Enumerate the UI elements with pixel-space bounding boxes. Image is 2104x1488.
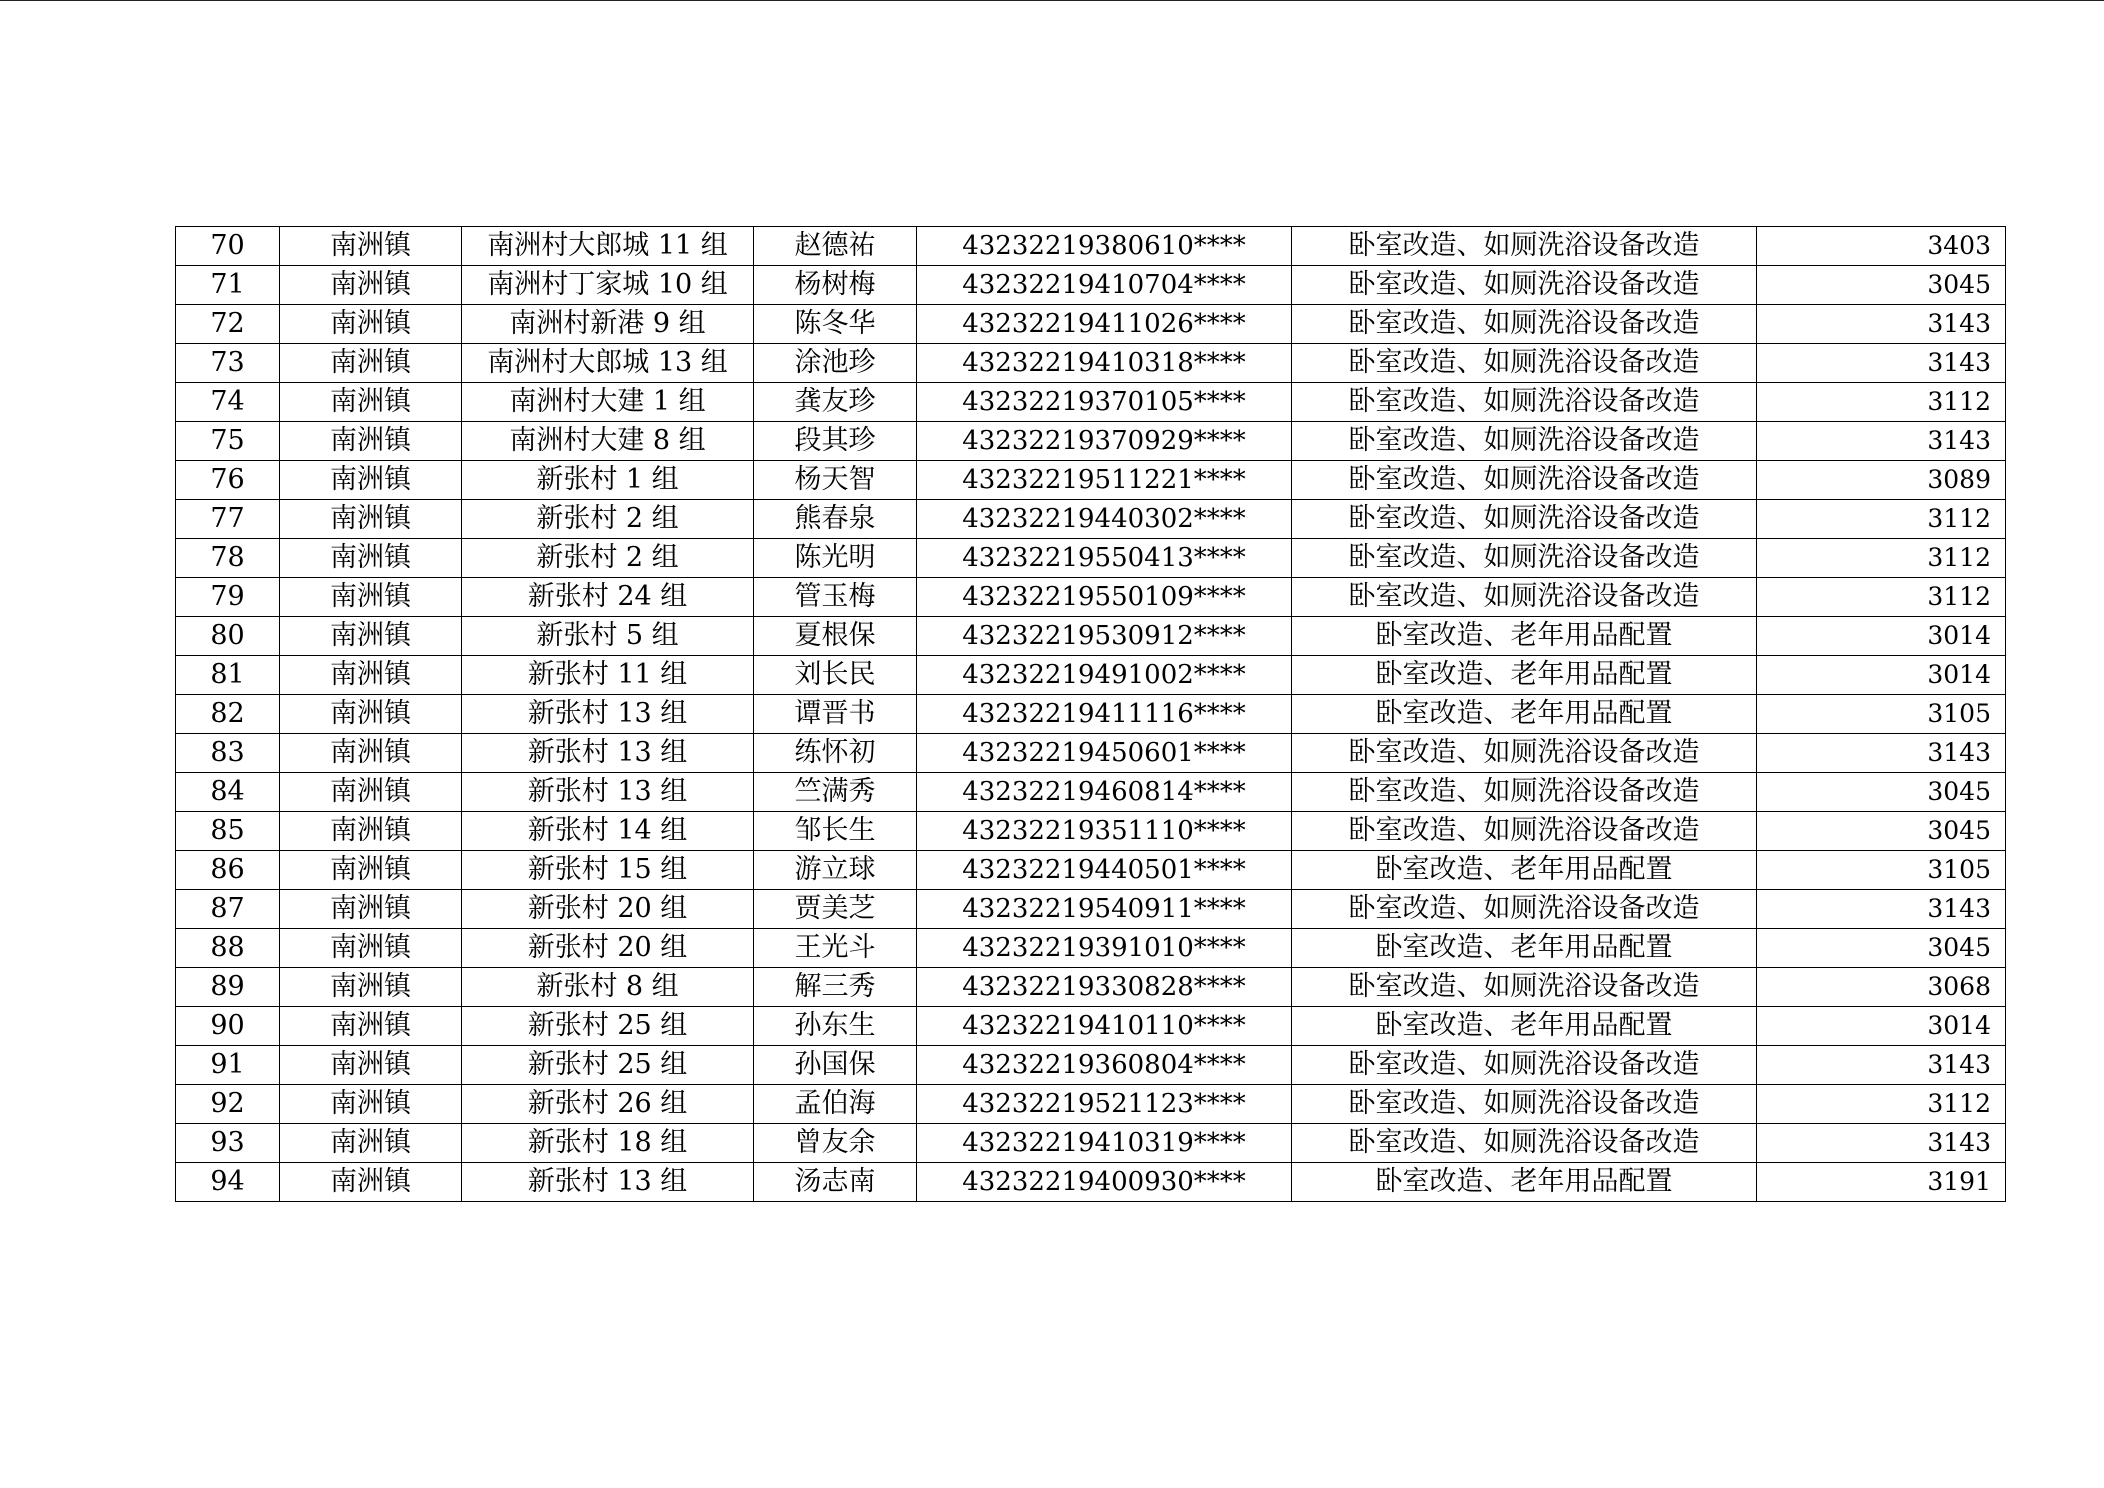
town-cell: 南洲镇: [280, 344, 462, 383]
town-cell: 南洲镇: [280, 1007, 462, 1046]
address-cell: 新张村 13 组: [462, 1163, 754, 1202]
amount-cell: 3143: [1757, 344, 2006, 383]
row-number-cell: 83: [176, 734, 280, 773]
person-name-cell: 段其珍: [754, 422, 917, 461]
person-name-cell: 杨天智: [754, 461, 917, 500]
id-number-cell: 43232219410319****: [917, 1124, 1292, 1163]
address-cell: 南洲村大建 8 组: [462, 422, 754, 461]
table-row: [176, 1007, 2006, 1046]
renovation-project-cell: 卧室改造、如厕洗浴设备改造: [1292, 968, 1757, 1007]
person-name-cell: 孙国保: [754, 1046, 917, 1085]
renovation-project-cell: 卧室改造、如厕洗浴设备改造: [1292, 305, 1757, 344]
row-number-cell: 94: [176, 1163, 280, 1202]
id-number-cell: 43232219400930****: [917, 1163, 1292, 1202]
town-cell: 南洲镇: [280, 227, 462, 266]
town-cell: 南洲镇: [280, 266, 462, 305]
id-number-cell: 43232219391010****: [917, 929, 1292, 968]
table-row: [176, 422, 2006, 461]
renovation-project-cell: 卧室改造、如厕洗浴设备改造: [1292, 266, 1757, 305]
table-row: [176, 812, 2006, 851]
town-cell: 南洲镇: [280, 1046, 462, 1085]
amount-cell: 3143: [1757, 890, 2006, 929]
row-number-cell: 82: [176, 695, 280, 734]
row-number-cell: 89: [176, 968, 280, 1007]
id-number-cell: 43232219440501****: [917, 851, 1292, 890]
person-name-cell: 谭晋书: [754, 695, 917, 734]
person-name-cell: 贾美芝: [754, 890, 917, 929]
person-name-cell: 刘长民: [754, 656, 917, 695]
renovation-project-cell: 卧室改造、如厕洗浴设备改造: [1292, 461, 1757, 500]
table-row: [176, 227, 2006, 266]
address-cell: 新张村 11 组: [462, 656, 754, 695]
id-number-cell: 43232219511221****: [917, 461, 1292, 500]
id-number-cell: 43232219440302****: [917, 500, 1292, 539]
table-row: [176, 539, 2006, 578]
renovation-project-cell: 卧室改造、如厕洗浴设备改造: [1292, 383, 1757, 422]
table-row: [176, 344, 2006, 383]
id-number-cell: 43232219410318****: [917, 344, 1292, 383]
amount-cell: 3143: [1757, 305, 2006, 344]
id-number-cell: 43232219411026****: [917, 305, 1292, 344]
amount-cell: 3105: [1757, 851, 2006, 890]
renovation-project-cell: 卧室改造、老年用品配置: [1292, 929, 1757, 968]
table-row: [176, 695, 2006, 734]
town-cell: 南洲镇: [280, 500, 462, 539]
amount-cell: 3014: [1757, 617, 2006, 656]
renovation-project-cell: 卧室改造、老年用品配置: [1292, 851, 1757, 890]
address-cell: 新张村 18 组: [462, 1124, 754, 1163]
address-cell: 新张村 25 组: [462, 1046, 754, 1085]
row-number-cell: 88: [176, 929, 280, 968]
row-number-cell: 84: [176, 773, 280, 812]
address-cell: 新张村 25 组: [462, 1007, 754, 1046]
id-number-cell: 43232219370929****: [917, 422, 1292, 461]
town-cell: 南洲镇: [280, 1124, 462, 1163]
town-cell: 南洲镇: [280, 1163, 462, 1202]
table-row: [176, 1085, 2006, 1124]
address-cell: 新张村 13 组: [462, 695, 754, 734]
address-cell: 新张村 13 组: [462, 773, 754, 812]
person-name-cell: 管玉梅: [754, 578, 917, 617]
person-name-cell: 龚友珍: [754, 383, 917, 422]
id-number-cell: 43232219370105****: [917, 383, 1292, 422]
renovation-project-cell: 卧室改造、如厕洗浴设备改造: [1292, 422, 1757, 461]
town-cell: 南洲镇: [280, 929, 462, 968]
address-cell: 新张村 5 组: [462, 617, 754, 656]
renovation-project-cell: 卧室改造、老年用品配置: [1292, 1007, 1757, 1046]
person-name-cell: 汤志南: [754, 1163, 917, 1202]
renovation-project-cell: 卧室改造、如厕洗浴设备改造: [1292, 890, 1757, 929]
person-name-cell: 练怀初: [754, 734, 917, 773]
table-row: [176, 656, 2006, 695]
person-name-cell: 杨树梅: [754, 266, 917, 305]
renovation-project-cell: 卧室改造、老年用品配置: [1292, 656, 1757, 695]
row-number-cell: 73: [176, 344, 280, 383]
amount-cell: 3143: [1757, 422, 2006, 461]
id-number-cell: 43232219530912****: [917, 617, 1292, 656]
table-row: [176, 734, 2006, 773]
amount-cell: 3112: [1757, 1085, 2006, 1124]
renovation-project-cell: 卧室改造、老年用品配置: [1292, 617, 1757, 656]
renovation-project-cell: 卧室改造、如厕洗浴设备改造: [1292, 1085, 1757, 1124]
table-body: [176, 227, 2006, 1202]
table-row: [176, 890, 2006, 929]
row-number-cell: 76: [176, 461, 280, 500]
person-name-cell: 解三秀: [754, 968, 917, 1007]
row-number-cell: 79: [176, 578, 280, 617]
id-number-cell: 43232219450601****: [917, 734, 1292, 773]
renovation-project-cell: 卧室改造、如厕洗浴设备改造: [1292, 773, 1757, 812]
amount-cell: 3045: [1757, 773, 2006, 812]
renovation-project-cell: 卧室改造、如厕洗浴设备改造: [1292, 344, 1757, 383]
town-cell: 南洲镇: [280, 890, 462, 929]
id-number-cell: 43232219550413****: [917, 539, 1292, 578]
amount-cell: 3112: [1757, 578, 2006, 617]
row-number-cell: 93: [176, 1124, 280, 1163]
row-number-cell: 86: [176, 851, 280, 890]
address-cell: 新张村 14 组: [462, 812, 754, 851]
row-number-cell: 92: [176, 1085, 280, 1124]
town-cell: 南洲镇: [280, 812, 462, 851]
renovation-project-cell: 卧室改造、老年用品配置: [1292, 695, 1757, 734]
table-row: [176, 578, 2006, 617]
amount-cell: 3112: [1757, 500, 2006, 539]
town-cell: 南洲镇: [280, 695, 462, 734]
address-cell: 南洲村大建 1 组: [462, 383, 754, 422]
row-number-cell: 87: [176, 890, 280, 929]
address-cell: 新张村 2 组: [462, 500, 754, 539]
table-row: [176, 266, 2006, 305]
amount-cell: 3045: [1757, 812, 2006, 851]
id-number-cell: 43232219380610****: [917, 227, 1292, 266]
address-cell: 南洲村大郎城 11 组: [462, 227, 754, 266]
row-number-cell: 74: [176, 383, 280, 422]
renovation-project-cell: 卧室改造、老年用品配置: [1292, 1163, 1757, 1202]
table-row: [176, 461, 2006, 500]
address-cell: 南洲村丁家城 10 组: [462, 266, 754, 305]
address-cell: 新张村 20 组: [462, 890, 754, 929]
address-cell: 新张村 8 组: [462, 968, 754, 1007]
row-number-cell: 91: [176, 1046, 280, 1085]
amount-cell: 3089: [1757, 461, 2006, 500]
row-number-cell: 85: [176, 812, 280, 851]
table-row: [176, 1046, 2006, 1085]
town-cell: 南洲镇: [280, 461, 462, 500]
address-cell: 新张村 1 组: [462, 461, 754, 500]
renovation-project-cell: 卧室改造、如厕洗浴设备改造: [1292, 734, 1757, 773]
town-cell: 南洲镇: [280, 851, 462, 890]
id-number-cell: 43232219330828****: [917, 968, 1292, 1007]
row-number-cell: 81: [176, 656, 280, 695]
table-row: [176, 968, 2006, 1007]
town-cell: 南洲镇: [280, 968, 462, 1007]
renovation-project-cell: 卧室改造、如厕洗浴设备改造: [1292, 812, 1757, 851]
renovation-project-cell: 卧室改造、如厕洗浴设备改造: [1292, 539, 1757, 578]
amount-cell: 3045: [1757, 266, 2006, 305]
table-row: [176, 851, 2006, 890]
town-cell: 南洲镇: [280, 773, 462, 812]
person-name-cell: 曾友余: [754, 1124, 917, 1163]
town-cell: 南洲镇: [280, 383, 462, 422]
renovation-project-cell: 卧室改造、如厕洗浴设备改造: [1292, 227, 1757, 266]
id-number-cell: 43232219360804****: [917, 1046, 1292, 1085]
table-row: [176, 1163, 2006, 1202]
person-name-cell: 夏根保: [754, 617, 917, 656]
address-cell: 新张村 24 组: [462, 578, 754, 617]
row-number-cell: 77: [176, 500, 280, 539]
amount-cell: 3068: [1757, 968, 2006, 1007]
address-cell: 新张村 2 组: [462, 539, 754, 578]
page-top-border: [0, 0, 2104, 1]
id-number-cell: 43232219410110****: [917, 1007, 1292, 1046]
amount-cell: 3143: [1757, 1046, 2006, 1085]
row-number-cell: 72: [176, 305, 280, 344]
row-number-cell: 70: [176, 227, 280, 266]
amount-cell: 3143: [1757, 734, 2006, 773]
row-number-cell: 75: [176, 422, 280, 461]
town-cell: 南洲镇: [280, 734, 462, 773]
renovation-project-cell: 卧室改造、如厕洗浴设备改造: [1292, 1124, 1757, 1163]
address-cell: 南洲村新港 9 组: [462, 305, 754, 344]
renovation-project-cell: 卧室改造、如厕洗浴设备改造: [1292, 1046, 1757, 1085]
person-name-cell: 王光斗: [754, 929, 917, 968]
renovation-project-cell: 卧室改造、如厕洗浴设备改造: [1292, 578, 1757, 617]
amount-cell: 3014: [1757, 656, 2006, 695]
beneficiary-table: [175, 226, 2006, 1202]
person-name-cell: 竺满秀: [754, 773, 917, 812]
id-number-cell: 43232219460814****: [917, 773, 1292, 812]
person-name-cell: 熊春泉: [754, 500, 917, 539]
town-cell: 南洲镇: [280, 539, 462, 578]
town-cell: 南洲镇: [280, 656, 462, 695]
amount-cell: 3403: [1757, 227, 2006, 266]
address-cell: 新张村 20 组: [462, 929, 754, 968]
person-name-cell: 赵德祐: [754, 227, 917, 266]
row-number-cell: 80: [176, 617, 280, 656]
person-name-cell: 孟伯海: [754, 1085, 917, 1124]
renovation-project-cell: 卧室改造、如厕洗浴设备改造: [1292, 500, 1757, 539]
address-cell: 南洲村大郎城 13 组: [462, 344, 754, 383]
person-name-cell: 涂池珍: [754, 344, 917, 383]
table-row: [176, 500, 2006, 539]
table-row: [176, 773, 2006, 812]
amount-cell: 3014: [1757, 1007, 2006, 1046]
town-cell: 南洲镇: [280, 422, 462, 461]
row-number-cell: 78: [176, 539, 280, 578]
address-cell: 新张村 13 组: [462, 734, 754, 773]
row-number-cell: 71: [176, 266, 280, 305]
address-cell: 新张村 26 组: [462, 1085, 754, 1124]
id-number-cell: 43232219410704****: [917, 266, 1292, 305]
amount-cell: 3045: [1757, 929, 2006, 968]
address-cell: 新张村 15 组: [462, 851, 754, 890]
amount-cell: 3191: [1757, 1163, 2006, 1202]
table-row: [176, 617, 2006, 656]
table-row: [176, 383, 2006, 422]
id-number-cell: 43232219351110****: [917, 812, 1292, 851]
table-row: [176, 1124, 2006, 1163]
amount-cell: 3105: [1757, 695, 2006, 734]
person-name-cell: 陈冬华: [754, 305, 917, 344]
town-cell: 南洲镇: [280, 617, 462, 656]
table-row: [176, 305, 2006, 344]
id-number-cell: 43232219521123****: [917, 1085, 1292, 1124]
table-row: [176, 929, 2006, 968]
person-name-cell: 陈光明: [754, 539, 917, 578]
person-name-cell: 孙东生: [754, 1007, 917, 1046]
town-cell: 南洲镇: [280, 578, 462, 617]
amount-cell: 3143: [1757, 1124, 2006, 1163]
id-number-cell: 43232219540911****: [917, 890, 1292, 929]
person-name-cell: 邹长生: [754, 812, 917, 851]
town-cell: 南洲镇: [280, 305, 462, 344]
person-name-cell: 游立球: [754, 851, 917, 890]
id-number-cell: 43232219411116****: [917, 695, 1292, 734]
amount-cell: 3112: [1757, 539, 2006, 578]
row-number-cell: 90: [176, 1007, 280, 1046]
id-number-cell: 43232219550109****: [917, 578, 1292, 617]
id-number-cell: 43232219491002****: [917, 656, 1292, 695]
amount-cell: 3112: [1757, 383, 2006, 422]
town-cell: 南洲镇: [280, 1085, 462, 1124]
